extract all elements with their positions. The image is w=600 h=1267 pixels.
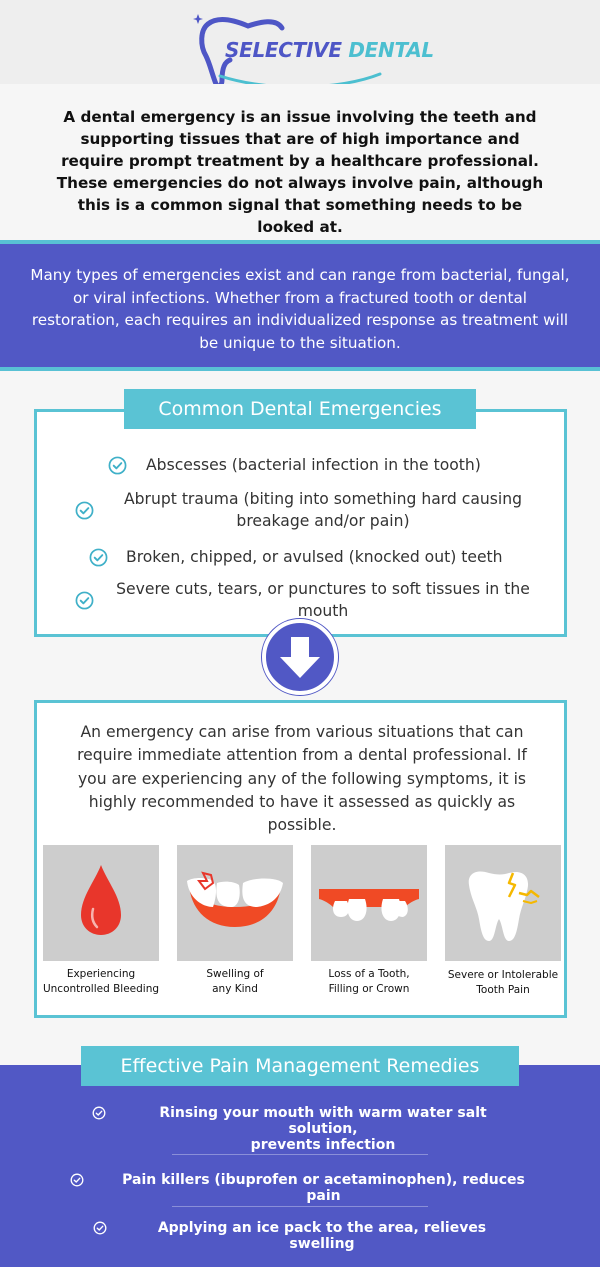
remedies-title: Effective Pain Management Remedies: [81, 1046, 519, 1086]
list-item: Abscesses (bacterial infection in the tooth): [108, 454, 508, 476]
symptom-label: Severe or Intolerable Tooth Pain: [447, 969, 559, 996]
symptom-label: Experiencing Uncontrolled Bleeding: [42, 968, 160, 995]
check-circle-icon: [75, 591, 94, 610]
remedy-item: Rinsing your mouth with warm water salt solution, prevents infection: [92, 1105, 532, 1153]
blood-drop-icon: [43, 845, 159, 961]
list-item: Abrupt trauma (biting into something hard causing breakage and/or pain): [75, 488, 545, 532]
symptom-label: Swelling of any Kind: [206, 968, 264, 995]
list-item: Severe cuts, tears, or punctures to soft tissues in the mouth: [75, 578, 545, 622]
tooth-pain-icon: [445, 845, 561, 961]
remedy-item: Pain killers (ibuprofen or acetaminophen), reduces pain: [70, 1172, 540, 1204]
divider: [172, 1154, 428, 1155]
symptoms-description: An emergency can arise from various situations that can require immediate attention from a dental professional. If you are experiencing any of the following symptoms, it is highly recommended to have it assessed as quickly as possible.: [77, 723, 527, 835]
intro-text: A dental emergency is an issue involving the teeth and supporting tissues that are of high importance and require prompt treatment by a healthcare professional. These emergencies do not always involve pain, although this is a common signal that something needs to be looked at.: [56, 108, 544, 236]
check-circle-icon: [75, 501, 94, 520]
swelling-tile: [177, 845, 293, 961]
header: [0, 0, 600, 84]
check-circle-icon: [93, 1221, 107, 1235]
remedies-section: [0, 1065, 600, 1267]
remedy-item: Applying an ice pack to the area, relieves swelling: [93, 1220, 513, 1252]
check-circle-icon: [108, 456, 127, 475]
check-circle-icon: [89, 548, 108, 567]
info-band-text: Many types of emergencies exist and can range from bacterial, fungal, or viral infections. Whether from a fractured tooth or dental restoration, each requires an individualized response as treatment will be unique to the situation.: [30, 266, 570, 352]
list-item: Broken, chipped, or avulsed (knocked out) teeth: [89, 546, 529, 568]
emergencies-box: [34, 409, 567, 637]
brand-logo: SELECTIVE DENTAL: [225, 38, 434, 62]
divider: [172, 1206, 428, 1207]
info-band: [0, 240, 600, 371]
intro-section: [0, 84, 600, 240]
tooth-loss-tile: [311, 845, 427, 961]
check-circle-icon: [70, 1173, 84, 1187]
check-circle-icon: [92, 1106, 106, 1120]
tooth-pain-tile: [445, 845, 561, 961]
bleeding-tile: [43, 845, 159, 961]
swollen-gums-icon: [177, 845, 293, 961]
arrow-down-icon: [262, 619, 338, 695]
missing-tooth-icon: [311, 845, 427, 961]
emergencies-title: Common Dental Emergencies: [124, 389, 476, 429]
symptoms-box: [34, 700, 567, 1018]
symptom-label: Loss of a Tooth, Filling or Crown: [328, 968, 410, 995]
